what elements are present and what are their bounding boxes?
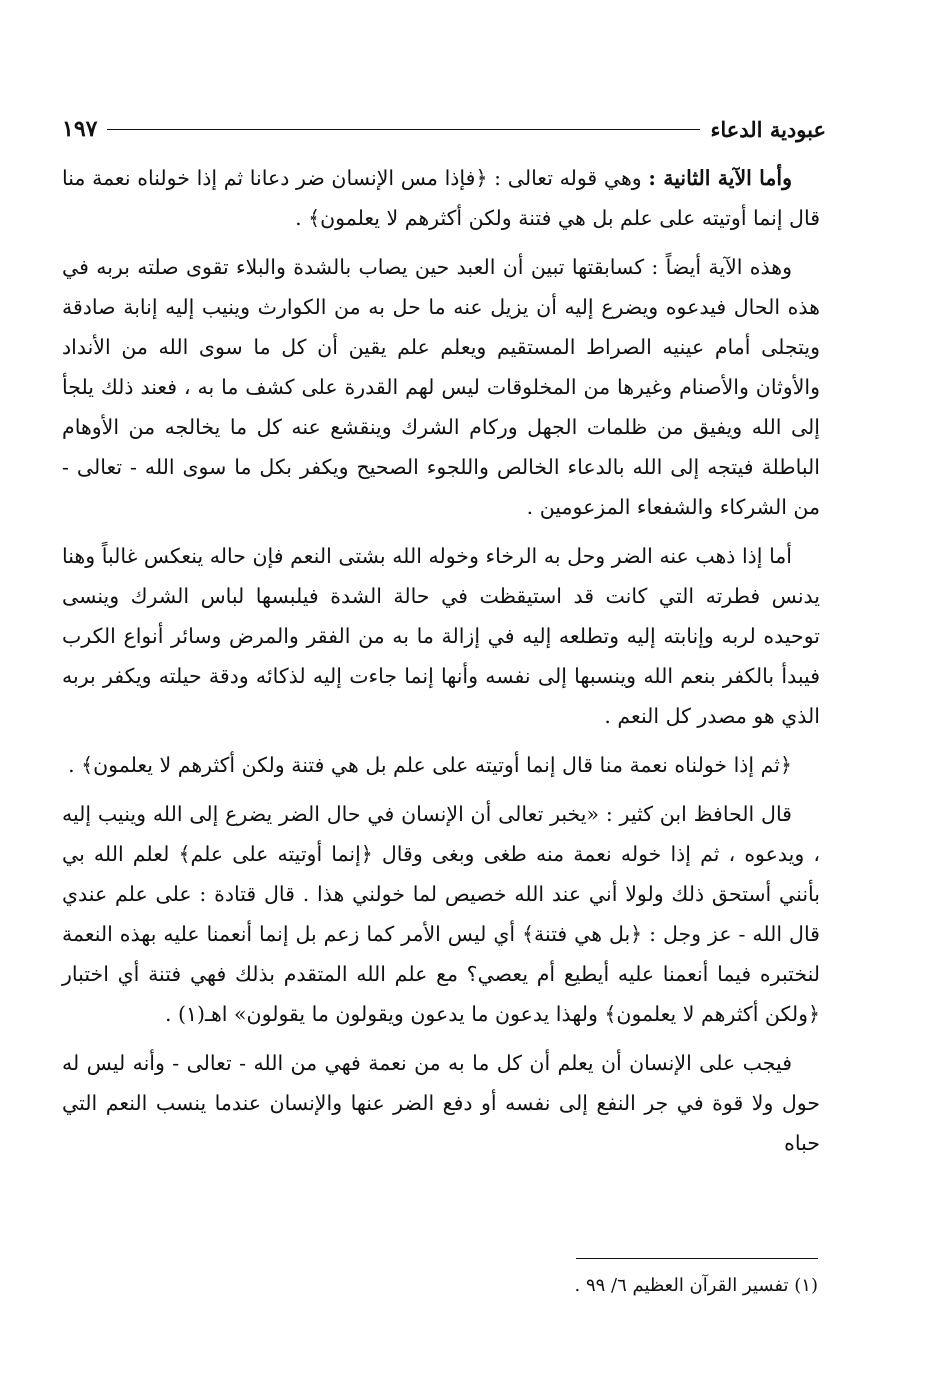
paragraph — [62, 247, 820, 527]
paragraph — [62, 794, 820, 1034]
page-number: ١٩٧ — [62, 116, 98, 142]
paragraph-text: وهذه الآية أيضاً : كسابقتها تبين أن العبد حين يصاب بالشدة والبلاء تقوى صلته بربه في هذه الحال فيدعوه ويضرع إليه أن يزيل عنه ما حل به من الكوارث وينيب إليه إنابة صادقة ويتجلى أمام عينيه الصراط المستقيم ويعلم علم يقين أن كل ما سوى الله من الأنداد والأوثان والأصنام وغيرها من المخلوقات ليس لهم القدرة على كشف ما به ، فعند ذلك يلجأ إلى الله ويفيق من ظلمات الجهل وركام الشرك وينقشع عنه كل ما يخالجه من الأوهام الباطلة فيتجه إلى الله بالدعاء الخالص واللجوء الصحيح ويكفر بكل ما سوى الله - تعالى - من الشركاء والشفعاء المزعومين . — [62, 255, 820, 519]
paragraph-lead: وأما الآية الثانية : — [648, 166, 793, 190]
quran-quote — [62, 745, 820, 785]
footnote: (١) تفسير القرآن العظيم ٦/ ٩٩ . — [574, 1275, 818, 1296]
running-title: عبودية الدعاء — [710, 116, 826, 142]
paragraph — [62, 536, 820, 736]
paragraph-text: أما إذا ذهب عنه الضر وحل به الرخاء وخوله الله بشتى النعم فإن حاله ينعكس غالباً وهنا يدنس فطرته التي كانت قد استيقظت في حالة الشدة فيلبسها لباس الشرك وينسى توحيده لربه وإنابته إليه وتطلعه إليه في إزالة ما به من الفقر والمرض وسائر أنواع الكرب فيبدأ بالكفر بنعم الله وينسبها إلى نفسه وأنها إنما جاءت إليه لذكائه ودقة حيلته ويكفر بربه الذي هو مصدر كل النعم . — [62, 544, 820, 728]
paragraph-text: ﴿ثم إذا خولناه نعمة منا قال إنما أوتيته على علم بل هي فتنة ولكن أكثرهم لا يعلمون﴾ . — [68, 753, 792, 777]
footnote-rule — [576, 1258, 818, 1259]
page-body — [62, 158, 820, 1172]
paragraph — [62, 158, 820, 238]
running-header — [62, 112, 826, 146]
paragraph — [62, 1043, 820, 1163]
paragraph-text: وهي قوله تعالى : ﴿فإذا مس الإنسان ضر دعانا ثم إذا خولناه نعمة منا قال إنما أوتيته على علم بل هي فتنة ولكن أكثرهم لا يعلمون﴾ . — [62, 166, 820, 230]
header-rule — [107, 129, 700, 130]
paragraph-text: فيجب على الإنسان أن يعلم أن كل ما به من نعمة فهي من الله - تعالى - وأنه ليس له حول ولا قوة في جر النفع إلى نفسه أو دفع الضر عنها والإنسان عندما ينسب النعم التي حباه — [62, 1051, 820, 1155]
paragraph-text: قال الحافظ ابن كثير : «يخبر تعالى أن الإنسان في حال الضر يضرع إلى الله وينيب إليه ، ويدعوه ، ثم إذا خوله نعمة منه طغى وبغى وقال ﴿إنما أوتيته على علم﴾ لعلم الله بي بأنني أستحق ذلك ولولا أني عند الله خصيص لما خولني هذا . قال قتادة : على علم عندي قال الله - عز وجل : ﴿بل هي فتنة﴾ أي ليس الأمر كما زعم بل إنما أنعمنا عليه بهذه النعمة لنختبره فيما أنعمنا عليه أيطيع أم يعصي؟ مع علم الله المتقدم بذلك فهي فتنة أي اختبار ﴿ولكن أكثرهم لا يعلمون﴾ ولهذا يدعون ما يدعون ويقولون ما يقولون» اهـ(١) . — [62, 802, 820, 1026]
